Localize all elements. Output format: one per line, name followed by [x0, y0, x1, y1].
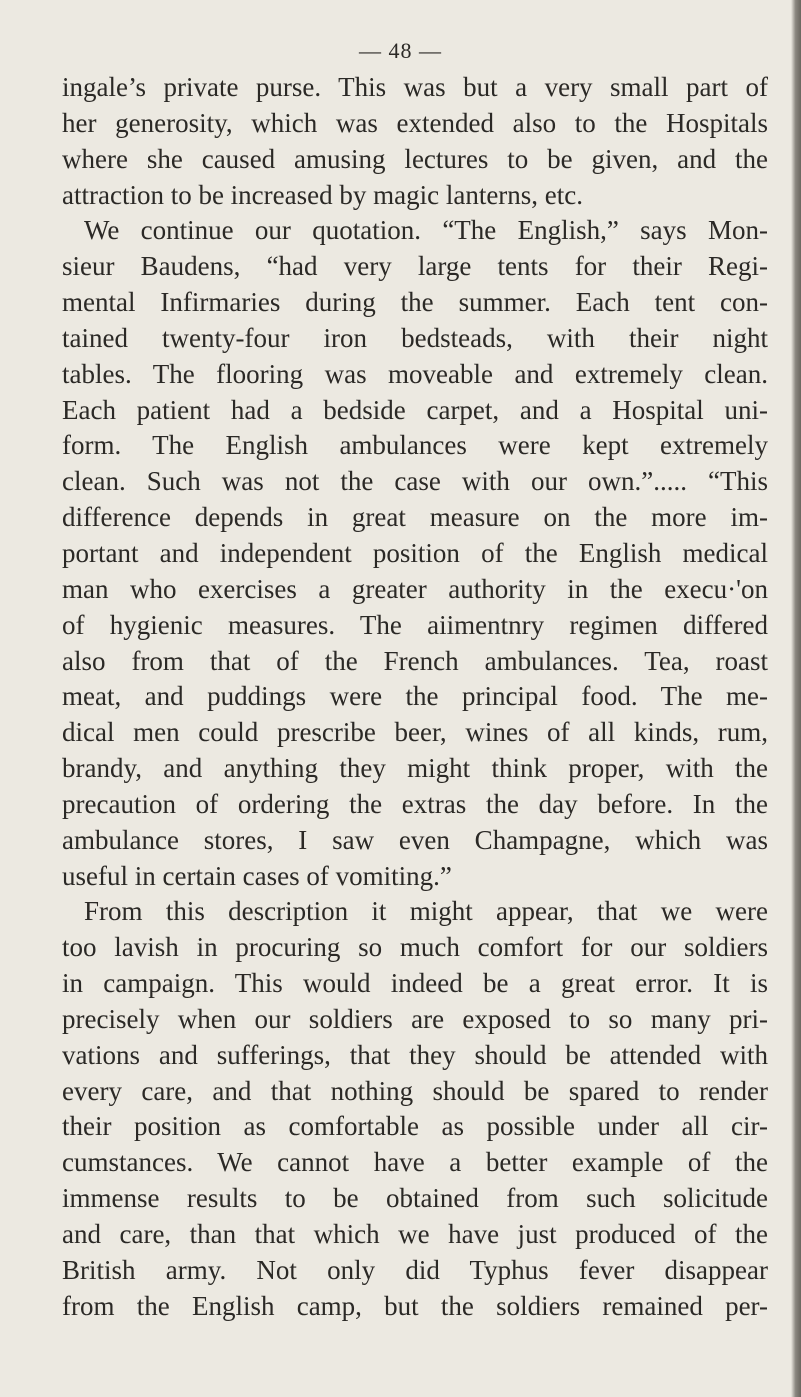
text-line: in campaign. This would indeed be a great error. It is	[62, 968, 768, 999]
text-line: ambulance stores, I saw even Champagne, which was	[62, 824, 768, 855]
text-line: cumstances. We cannot have a better example of the	[62, 1147, 768, 1178]
text-line: their position as comfortable as possible under all cir-	[62, 1111, 768, 1142]
text-line: meat, and puddings were the principal food. The me-	[62, 681, 768, 712]
text-line: vations and sufferings, that they should be attended with	[62, 1039, 768, 1070]
text-line: sieur Baudens, “had very large tents for their Regi-	[62, 251, 768, 282]
text-line: difference depends in great measure on the more im-	[62, 502, 768, 533]
text-line: of hygienic measures. The aiimentnry regimen differed	[62, 609, 768, 640]
text-line: attraction to be increased by magic lanterns, etc.	[62, 179, 584, 210]
text-line: From this description it might appear, that we were	[84, 896, 768, 927]
text-line: where she caused amusing lectures to be given, and the	[62, 143, 768, 174]
text-line: Each patient had a bedside carpet, and a Hospital uni-	[62, 394, 768, 425]
text-line: dical men could prescribe beer, wines of all kinds, rum,	[62, 717, 768, 748]
text-line: from the English camp, but the soldiers remained per-	[62, 1290, 768, 1321]
text-line: useful in certain cases of vomiting.”	[62, 860, 452, 891]
text-line: We continue our quotation. “The English,” says Mon-	[84, 215, 768, 246]
text-line: tained twenty-four iron bedsteads, with their night	[62, 322, 768, 353]
text-line: British army. Not only did Typhus fever disappear	[62, 1254, 768, 1285]
text-line: clean. Such was not the case with our own.”..... “This	[62, 466, 768, 497]
text-line: also from that of the French ambulances. Tea, roast	[62, 645, 768, 676]
body-text	[62, 70, 768, 1325]
text-line: her generosity, which was extended also to the Hospitals	[62, 107, 768, 138]
text-line: brandy, and anything they might think proper, with the	[62, 753, 768, 784]
text-line: precaution of ordering the extras the day before. In the	[62, 788, 768, 819]
text-line: man who exercises a greater authority in the execu·'on	[62, 573, 768, 604]
text-line: every care, and that nothing should be spared to render	[62, 1075, 768, 1106]
page-number: — 48 —	[359, 38, 442, 63]
text-line: too lavish in procuring so much comfort for our soldiers	[62, 932, 768, 963]
text-line: mental Infirmaries during the summer. Each tent con-	[62, 287, 768, 318]
text-line: precisely when our soldiers are exposed to so many pri-	[62, 1003, 768, 1034]
page-edge-shadow	[791, 0, 801, 1397]
text-line: and care, than that which we have just produced of the	[62, 1219, 768, 1249]
text-line: tables. The flooring was moveable and extremely clean.	[62, 358, 768, 389]
text-line: ingale’s private purse. This was but a very small part of	[62, 72, 768, 102]
text-line: portant and independent position of the English medical	[62, 537, 768, 568]
text-line: form. The English ambulances were kept extremely	[62, 430, 768, 461]
text-line: immense results to be obtained from such solicitude	[62, 1183, 768, 1214]
